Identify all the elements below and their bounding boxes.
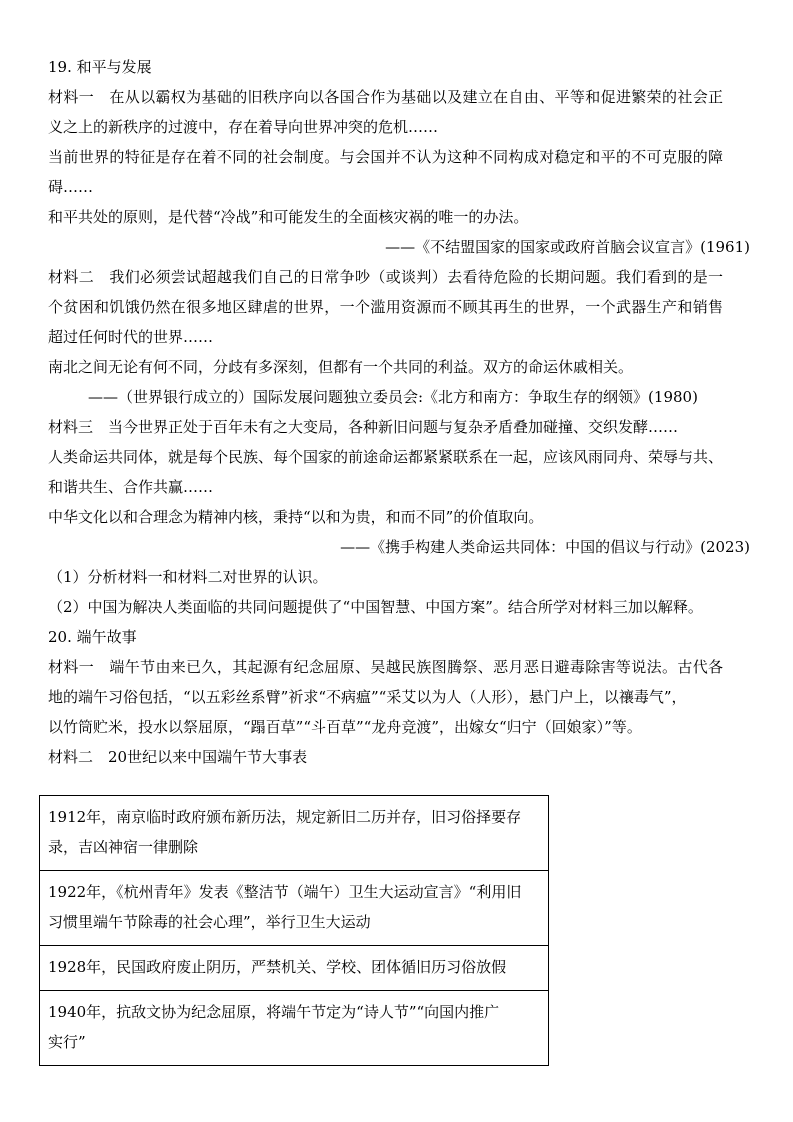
q19-question2: （2）中国为解决人类面临的共同问题提供了“中国智慧、中国方案”。结合所学对材料三加以解释。	[48, 598, 703, 616]
table-row	[40, 796, 548, 870]
table-row	[40, 945, 548, 990]
q19-material1-line3: 当前世界的特征是存在着不同的社会制度。与会国并不认为这种不同构成对稳定和平的不可克服的障	[48, 148, 724, 166]
document-body	[48, 52, 750, 772]
q20-material1-line1: 材料一 端午节由来已久，其起源有纪念屈原、吴越民族图腾祭、恶月恶日避毒除害等说法。古代各	[48, 658, 724, 676]
q19-material1-line4: 碍……	[48, 178, 94, 196]
q19-material2-line1: 材料二 我们必须尝试超越我们自己的日常争吵（或谈判）去看待危险的长期问题。我们看到的是一	[48, 268, 724, 286]
q20-material2-title: 材料二 20世纪以来中国端午节大事表	[48, 748, 308, 766]
q19-material1-line5: 和平共处的原则，是代替“冷战”和可能发生的全面核灾祸的唯一的办法。	[48, 208, 529, 226]
q19-material2-line4: 南北之间无论有何不同，分歧有多深刻，但都有一个共同的利益。双方的命运休戚相关。	[48, 358, 634, 376]
events-table	[39, 795, 549, 1066]
table-cell-line: 1928年，民国政府废止阴历，严禁机关、学校、团体循旧历习俗放假	[48, 958, 507, 976]
table-cell-line: 习惯里端午节除毒的社会心理”，举行卫生大运动	[48, 913, 371, 931]
q19-material2-line2: 个贫困和饥饿仍然在很多地区肆虐的世界，一个滥用资源而不顾其再生的世界，一个武器生产和销售	[48, 298, 724, 316]
q20-material1-line3: 以竹筒贮米，投水以祭屈原，“蹋百草”“斗百草”“龙舟竞渡”，出嫁女“归宁（回娘家）”等。	[48, 718, 642, 736]
q19-material2-line3: 超过任何时代的世界……	[48, 328, 214, 346]
q20-material1-line2: 地的端午习俗包括，“以五彩丝系臂”祈求“不病瘟”“采艾以为人（人形），悬门户上，以禳毒气”，	[48, 688, 687, 706]
table-cell-line: 1922年，《杭州青年》发表《整洁节（端午）卫生大运动宣言》“利用旧	[48, 883, 522, 901]
q19-question1: （1）分析材料一和材料二对世界的认识。	[48, 568, 328, 586]
q19-material3-source: ——《携手构建人类命运共同体：中国的倡议与行动》(2023)	[340, 538, 750, 556]
table-row	[40, 870, 548, 945]
q19-material3-line1: 材料三 当今世界正处于百年未有之大变局，各种新旧问题与复杂矛盾叠加碰撞、交织发酵……	[48, 418, 679, 436]
q19-material1-line2: 义之上的新秩序的过渡中，存在着导向世界冲突的危机……	[48, 118, 439, 136]
table-cell-line: 1912年，南京临时政府颁布新历法，规定新旧二历并存，旧习俗择要存	[48, 808, 522, 826]
q20-title: 20. 端午故事	[48, 628, 137, 646]
table-row	[40, 990, 548, 1065]
q19-material1-line1: 材料一 在从以霸权为基础的旧秩序向以各国合作为基础以及建立在自由、平等和促进繁荣的社会正	[48, 88, 724, 106]
q19-material3-line4: 中华文化以和合理念为精神内核，秉持“以和为贵，和而不同”的价值取向。	[48, 508, 544, 526]
q19-material3-line3: 和谐共生、合作共赢……	[48, 478, 214, 496]
q19-material3-line2: 人类命运共同体，就是每个民族、每个国家的前途命运都紧紧联系在一起，应该风雨同舟、荣辱与共、	[48, 448, 724, 466]
q19-material2-source: ——（世界银行成立的）国际发展问题独立委员会:《北方和南方：争取生存的纲领》(1980)	[88, 388, 698, 406]
q19-material1-source: ——《不结盟国家的国家或政府首脑会议宣言》(1961)	[385, 238, 750, 256]
table-cell-line: 实行”	[48, 1033, 86, 1051]
table-cell-line: 录，吉凶神宿一律删除	[48, 838, 199, 856]
q19-title: 19. 和平与发展	[48, 58, 152, 76]
table-cell-line: 1940年，抗敌文协为纪念屈原，将端午节定为“诗人节”“向国内推广	[48, 1003, 500, 1021]
